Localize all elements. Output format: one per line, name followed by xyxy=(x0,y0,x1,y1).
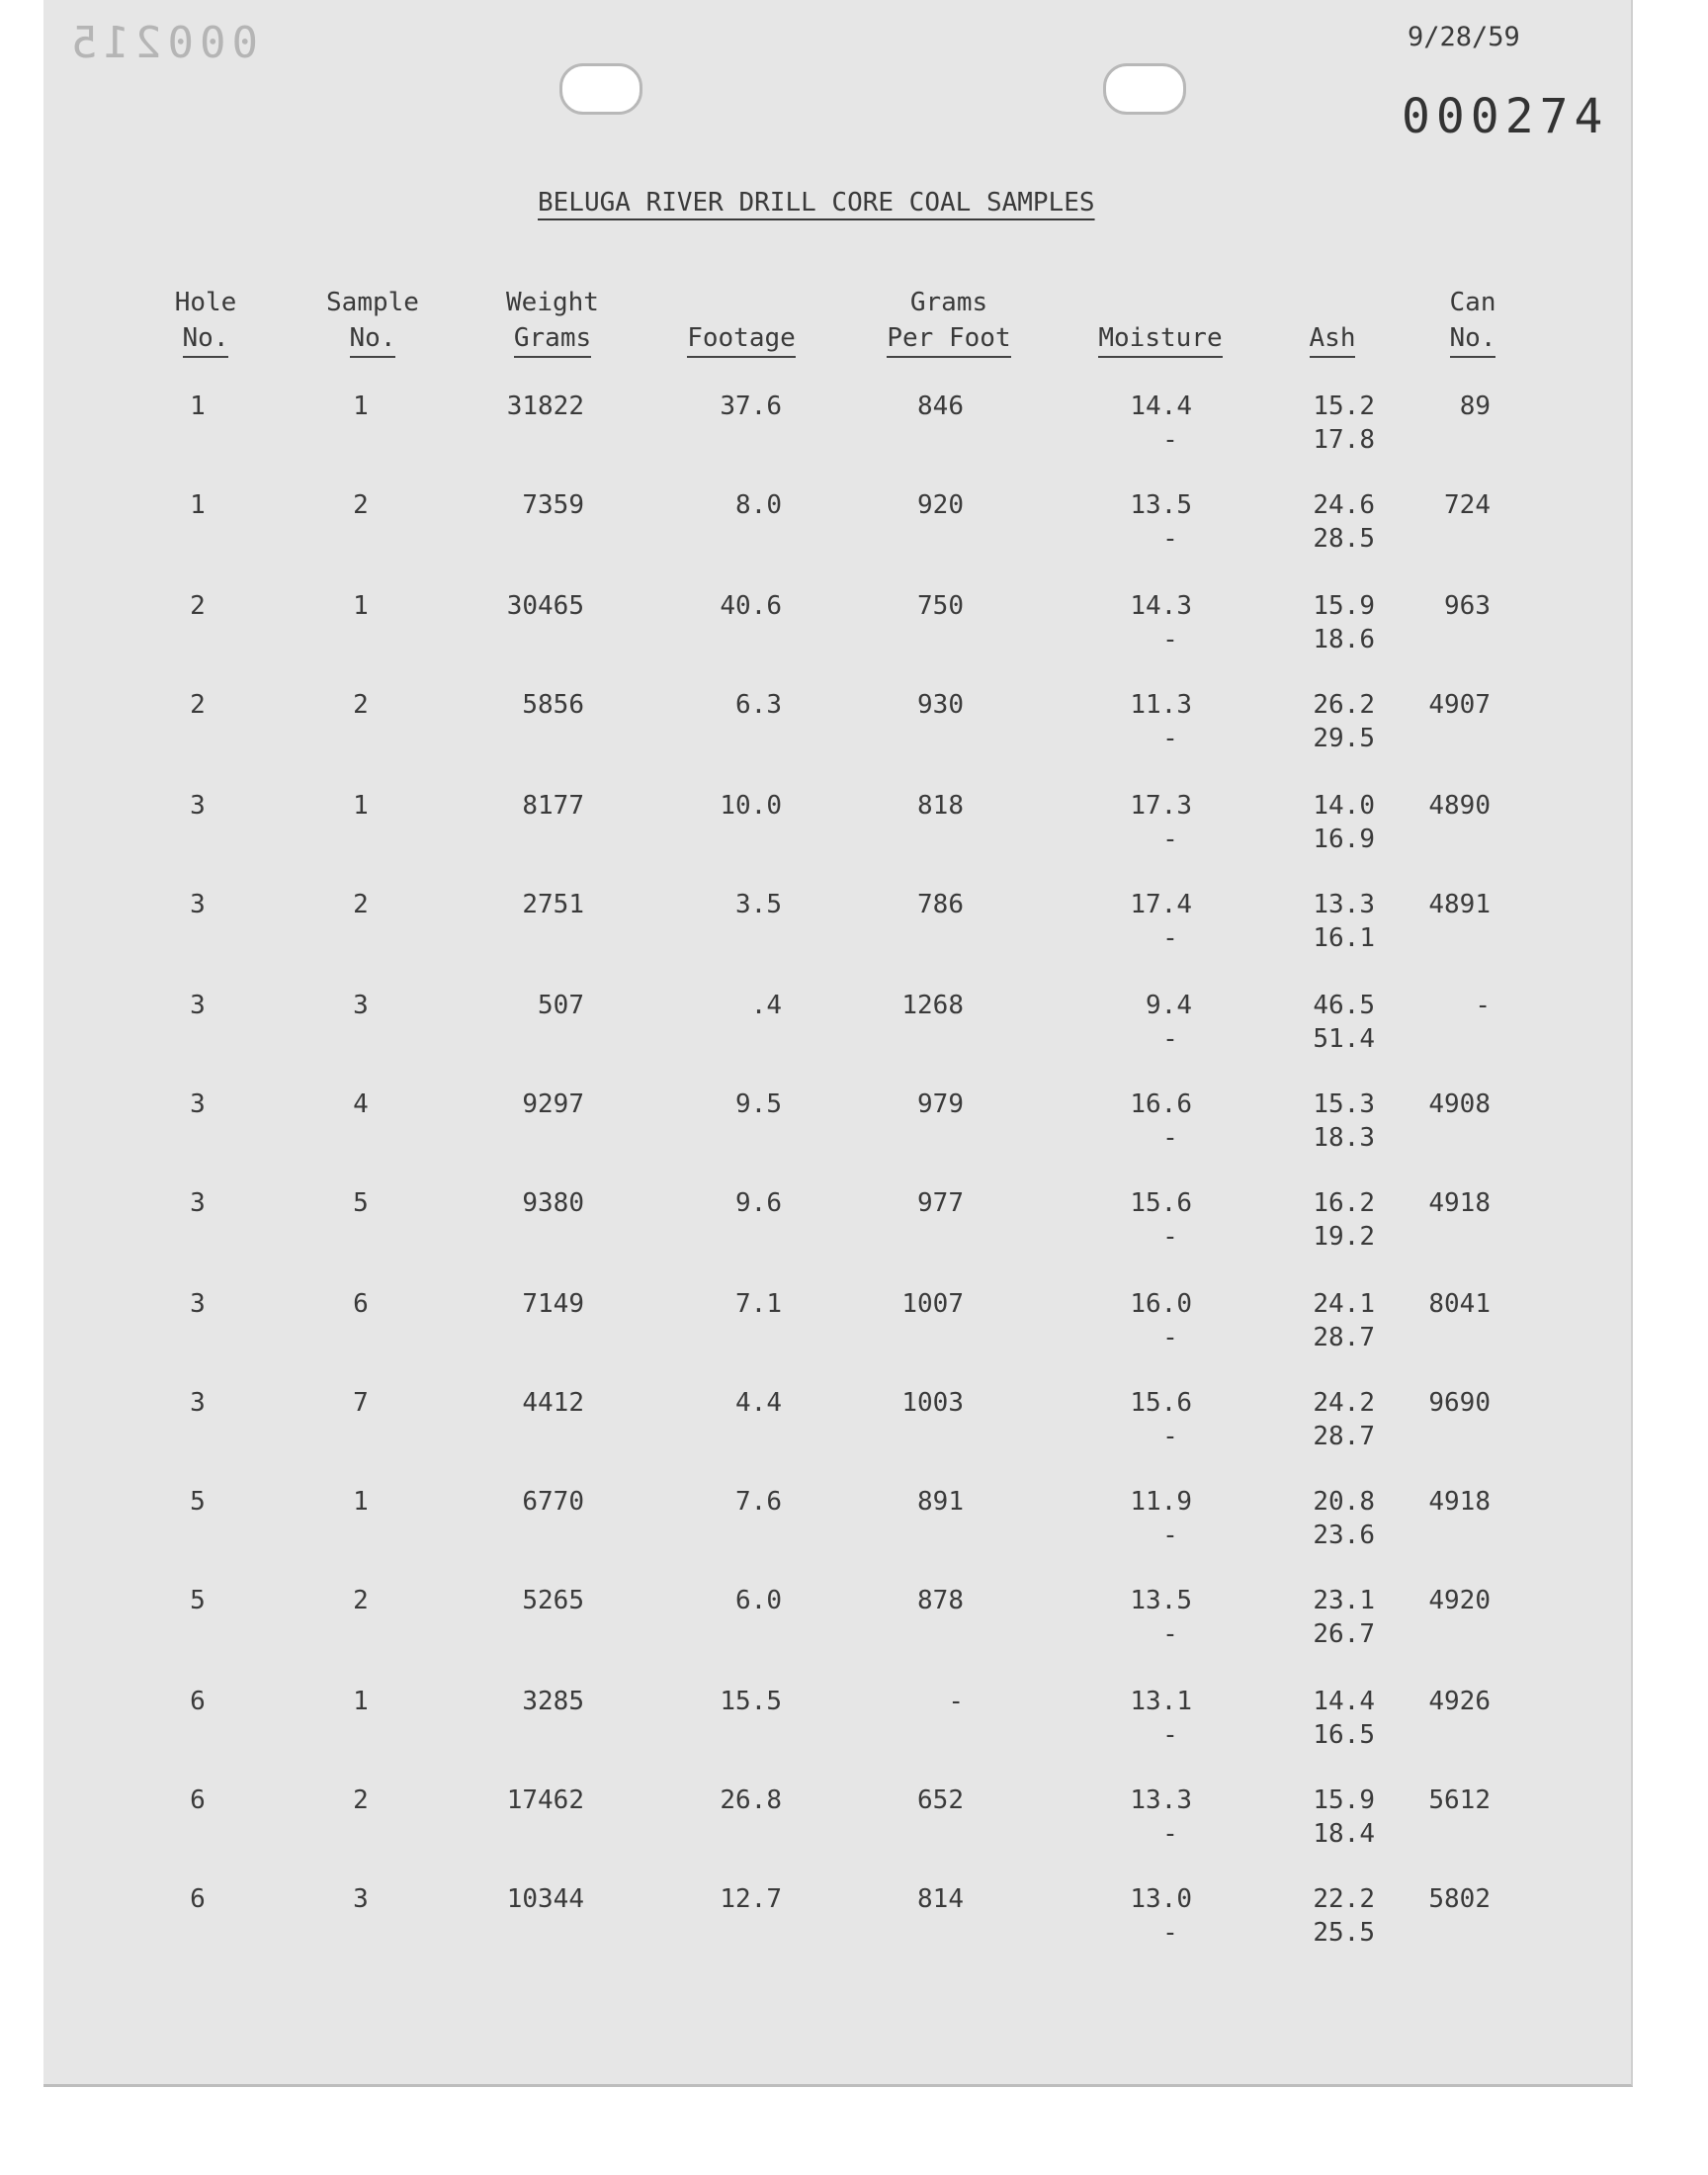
cell-sample: 2 xyxy=(353,890,369,919)
cell-footage: 8.0 xyxy=(735,490,782,520)
cell-can: 5612 xyxy=(1428,1785,1491,1815)
cell-hole: 6 xyxy=(190,1687,206,1716)
cell-can: 8041 xyxy=(1428,1289,1491,1319)
cell-ash-second: 17.8 xyxy=(1313,425,1375,455)
cell-moisture-dash: - xyxy=(1162,1323,1178,1352)
cell-hole: 1 xyxy=(190,490,206,520)
cell-gpf: 920 xyxy=(917,490,964,520)
cell-footage: 6.3 xyxy=(735,690,782,720)
column-header-line2: No. xyxy=(350,320,396,358)
cell-gpf: 930 xyxy=(917,690,964,720)
cell-ash: 24.6 xyxy=(1313,490,1375,520)
cell-footage: .4 xyxy=(750,991,782,1020)
column-header-line1 xyxy=(680,285,803,320)
cell-sample: 6 xyxy=(353,1289,369,1319)
cell-ash-second: 18.3 xyxy=(1313,1123,1375,1153)
cell-moisture: 13.3 xyxy=(1130,1785,1192,1815)
cell-can: 9690 xyxy=(1428,1388,1491,1418)
cell-weight: 9380 xyxy=(522,1188,584,1218)
cell-can: 963 xyxy=(1444,591,1491,621)
cell-ash: 20.8 xyxy=(1313,1487,1375,1517)
cell-ash-second: 16.5 xyxy=(1313,1720,1375,1750)
cell-weight: 507 xyxy=(538,991,584,1020)
cell-gpf: 977 xyxy=(917,1188,964,1218)
cell-footage: 7.6 xyxy=(735,1487,782,1517)
cell-can: 4890 xyxy=(1428,791,1491,821)
cell-ash-second: 28.7 xyxy=(1313,1323,1375,1352)
cell-moisture: 17.4 xyxy=(1130,890,1192,919)
cell-gpf: 652 xyxy=(917,1785,964,1815)
cell-can: 89 xyxy=(1459,392,1491,421)
cell-ash-second: 23.6 xyxy=(1313,1521,1375,1550)
cell-sample: 4 xyxy=(353,1089,369,1119)
cell-weight: 7359 xyxy=(522,490,584,520)
cell-hole: 3 xyxy=(190,1388,206,1418)
cell-sample: 7 xyxy=(353,1388,369,1418)
cell-footage: 15.5 xyxy=(720,1687,782,1716)
cell-weight: 8177 xyxy=(522,791,584,821)
column-header-hole xyxy=(166,285,245,358)
cell-moisture-dash: - xyxy=(1162,625,1178,654)
cell-moisture-dash: - xyxy=(1162,923,1178,953)
column-header-line2: Footage xyxy=(687,320,796,358)
cell-sample: 3 xyxy=(353,1884,369,1914)
cell-sample: 1 xyxy=(353,591,369,621)
cell-hole: 3 xyxy=(190,1188,206,1218)
cell-ash-second: 28.7 xyxy=(1313,1422,1375,1451)
cell-hole: 5 xyxy=(190,1487,206,1517)
cell-moisture-dash: - xyxy=(1162,425,1178,455)
cell-footage: 26.8 xyxy=(720,1785,782,1815)
cell-ash: 16.2 xyxy=(1313,1188,1375,1218)
cell-hole: 6 xyxy=(190,1884,206,1914)
cell-can: 4918 xyxy=(1428,1487,1491,1517)
cell-footage: 7.1 xyxy=(735,1289,782,1319)
cell-ash: 46.5 xyxy=(1313,991,1375,1020)
cell-weight: 5856 xyxy=(522,690,584,720)
column-header-moisture xyxy=(1091,285,1230,358)
cell-footage: 12.7 xyxy=(720,1884,782,1914)
cell-hole: 1 xyxy=(190,392,206,421)
column-header-sample xyxy=(318,285,427,358)
column-header-line2: Grams xyxy=(514,320,591,358)
column-header-line1: Sample xyxy=(326,288,419,317)
cell-ash-second: 29.5 xyxy=(1313,724,1375,753)
cell-sample: 1 xyxy=(353,392,369,421)
column-header-line1 xyxy=(1303,285,1362,320)
punch-hole xyxy=(559,63,642,115)
cell-moisture-dash: - xyxy=(1162,1918,1178,1948)
cell-ash: 15.3 xyxy=(1313,1089,1375,1119)
cell-hole: 5 xyxy=(190,1586,206,1615)
cell-footage: 10.0 xyxy=(720,791,782,821)
cell-ash-second: 26.7 xyxy=(1313,1619,1375,1649)
cell-gpf: 891 xyxy=(917,1487,964,1517)
cell-ash: 13.3 xyxy=(1313,890,1375,919)
cell-ash-second: 16.9 xyxy=(1313,825,1375,854)
cell-weight: 9297 xyxy=(522,1089,584,1119)
cell-hole: 3 xyxy=(190,1089,206,1119)
cell-moisture: 16.6 xyxy=(1130,1089,1192,1119)
cell-moisture: 13.5 xyxy=(1130,490,1192,520)
column-header-line1: Can xyxy=(1449,288,1496,317)
cell-moisture: 13.0 xyxy=(1130,1884,1192,1914)
cell-moisture-dash: - xyxy=(1162,1024,1178,1054)
cell-gpf: 979 xyxy=(917,1089,964,1119)
cell-ash: 26.2 xyxy=(1313,690,1375,720)
cell-weight: 30465 xyxy=(506,591,584,621)
document-page xyxy=(43,0,1633,2087)
cell-footage: 9.6 xyxy=(735,1188,782,1218)
column-header-line1: Weight xyxy=(506,288,599,317)
cell-weight: 2751 xyxy=(522,890,584,919)
punch-hole xyxy=(1103,63,1186,115)
cell-gpf: 846 xyxy=(917,392,964,421)
cell-ash-second: 25.5 xyxy=(1313,1918,1375,1948)
cell-can: 4926 xyxy=(1428,1687,1491,1716)
cell-gpf: 1268 xyxy=(901,991,964,1020)
column-header-line2: No. xyxy=(183,320,229,358)
cell-ash: 15.9 xyxy=(1313,1785,1375,1815)
cell-moisture: 9.4 xyxy=(1146,991,1192,1020)
cell-footage: 4.4 xyxy=(735,1388,782,1418)
cell-weight: 7149 xyxy=(522,1289,584,1319)
cell-gpf: 1007 xyxy=(901,1289,964,1319)
cell-ash: 15.9 xyxy=(1313,591,1375,621)
column-header-line1: Hole xyxy=(174,288,237,317)
cell-weight: 10344 xyxy=(506,1884,584,1914)
cell-moisture: 14.3 xyxy=(1130,591,1192,621)
cell-moisture-dash: - xyxy=(1162,1819,1178,1849)
column-header-line2: No. xyxy=(1450,320,1496,358)
column-header-line2: Ash xyxy=(1310,320,1356,358)
cell-moisture: 15.6 xyxy=(1130,1188,1192,1218)
cell-moisture: 11.9 xyxy=(1130,1487,1192,1517)
cell-ash: 23.1 xyxy=(1313,1586,1375,1615)
cell-ash-second: 51.4 xyxy=(1313,1024,1375,1054)
column-header-footage xyxy=(680,285,803,358)
cell-gpf: 818 xyxy=(917,791,964,821)
cell-ash: 15.2 xyxy=(1313,392,1375,421)
cell-ash: 14.0 xyxy=(1313,791,1375,821)
column-header-grams-per-foot xyxy=(878,285,1020,358)
column-header-can xyxy=(1433,285,1512,358)
column-header-line1: Grams xyxy=(909,288,988,317)
cell-moisture: 17.3 xyxy=(1130,791,1192,821)
cell-ash: 24.2 xyxy=(1313,1388,1375,1418)
cell-gpf: 878 xyxy=(917,1586,964,1615)
cell-footage: 37.6 xyxy=(720,392,782,421)
cell-sample: 5 xyxy=(353,1188,369,1218)
document-number: 000274 xyxy=(1402,89,1609,144)
cell-ash-second: 18.4 xyxy=(1313,1819,1375,1849)
cell-weight: 17462 xyxy=(506,1785,584,1815)
cell-footage: 9.5 xyxy=(735,1089,782,1119)
cell-weight: 6770 xyxy=(522,1487,584,1517)
cell-moisture: 14.4 xyxy=(1130,392,1192,421)
cell-hole: 3 xyxy=(190,1289,206,1319)
cell-footage: 6.0 xyxy=(735,1586,782,1615)
cell-moisture: 16.0 xyxy=(1130,1289,1192,1319)
cell-can: 4891 xyxy=(1428,890,1491,919)
cell-gpf: 786 xyxy=(917,890,964,919)
cell-ash: 14.4 xyxy=(1313,1687,1375,1716)
cell-can: 4920 xyxy=(1428,1586,1491,1615)
cell-ash-second: 18.6 xyxy=(1313,625,1375,654)
cell-can: 724 xyxy=(1444,490,1491,520)
cell-sample: 2 xyxy=(353,1785,369,1815)
page-title: BELUGA RIVER DRILL CORE COAL SAMPLES xyxy=(538,188,1095,218)
cell-moisture: 15.6 xyxy=(1130,1388,1192,1418)
cell-weight: 31822 xyxy=(506,392,584,421)
cell-footage: 3.5 xyxy=(735,890,782,919)
cell-hole: 6 xyxy=(190,1785,206,1815)
column-header-line1 xyxy=(1091,285,1230,320)
cell-can: - xyxy=(1475,991,1491,1020)
cell-moisture-dash: - xyxy=(1162,1222,1178,1252)
column-header-weight xyxy=(498,285,607,358)
cell-sample: 2 xyxy=(353,490,369,520)
cell-hole: 3 xyxy=(190,991,206,1020)
cell-moisture-dash: - xyxy=(1162,1619,1178,1649)
cell-moisture: 13.5 xyxy=(1130,1586,1192,1615)
cell-moisture-dash: - xyxy=(1162,724,1178,753)
cell-hole: 2 xyxy=(190,591,206,621)
column-header-line2: Moisture xyxy=(1098,320,1222,358)
cell-can: 4907 xyxy=(1428,690,1491,720)
cell-moisture-dash: - xyxy=(1162,825,1178,854)
column-header-ash xyxy=(1303,285,1362,358)
cell-ash: 22.2 xyxy=(1313,1884,1375,1914)
cell-ash: 24.1 xyxy=(1313,1289,1375,1319)
cell-gpf: 1003 xyxy=(901,1388,964,1418)
cell-moisture: 11.3 xyxy=(1130,690,1192,720)
column-header-line2: Per Foot xyxy=(887,320,1010,358)
cell-moisture: 13.1 xyxy=(1130,1687,1192,1716)
cell-gpf: - xyxy=(948,1687,964,1716)
cell-sample: 3 xyxy=(353,991,369,1020)
cell-weight: 3285 xyxy=(522,1687,584,1716)
faint-reversed-number: 000215 xyxy=(65,18,258,68)
cell-moisture-dash: - xyxy=(1162,1720,1178,1750)
cell-footage: 40.6 xyxy=(720,591,782,621)
cell-can: 4908 xyxy=(1428,1089,1491,1119)
cell-can: 4918 xyxy=(1428,1188,1491,1218)
cell-sample: 1 xyxy=(353,791,369,821)
cell-moisture-dash: - xyxy=(1162,1422,1178,1451)
cell-hole: 2 xyxy=(190,690,206,720)
cell-moisture-dash: - xyxy=(1162,1521,1178,1550)
cell-moisture-dash: - xyxy=(1162,524,1178,554)
cell-sample: 2 xyxy=(353,690,369,720)
cell-ash-second: 19.2 xyxy=(1313,1222,1375,1252)
cell-sample: 1 xyxy=(353,1487,369,1517)
cell-hole: 3 xyxy=(190,890,206,919)
cell-hole: 3 xyxy=(190,791,206,821)
cell-can: 5802 xyxy=(1428,1884,1491,1914)
cell-moisture-dash: - xyxy=(1162,1123,1178,1153)
cell-gpf: 750 xyxy=(917,591,964,621)
cell-weight: 4412 xyxy=(522,1388,584,1418)
cell-weight: 5265 xyxy=(522,1586,584,1615)
cell-sample: 2 xyxy=(353,1586,369,1615)
cell-ash-second: 16.1 xyxy=(1313,923,1375,953)
cell-gpf: 814 xyxy=(917,1884,964,1914)
cell-ash-second: 28.5 xyxy=(1313,524,1375,554)
cell-sample: 1 xyxy=(353,1687,369,1716)
document-date: 9/28/59 xyxy=(1408,22,1520,52)
